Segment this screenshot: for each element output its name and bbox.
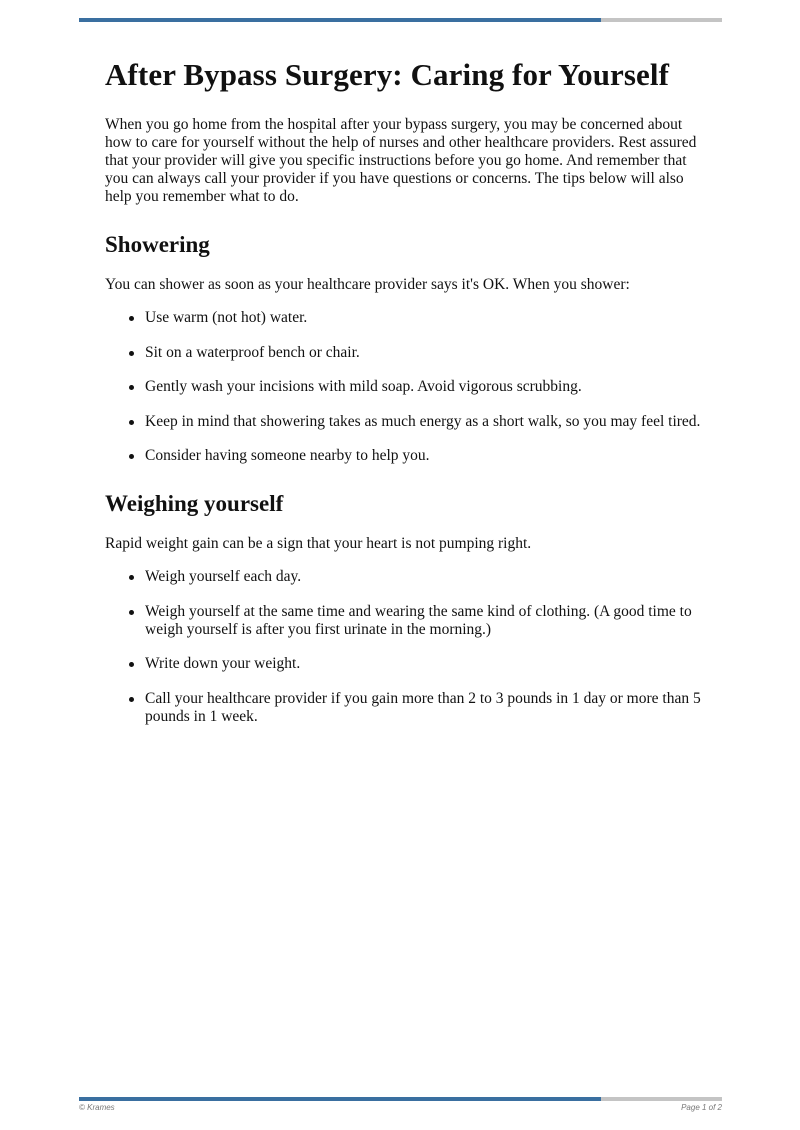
footer-rule [79, 1097, 722, 1101]
section-lead: Rapid weight gain can be a sign that your heart is not pumping right. [105, 535, 532, 552]
list-item: Use warm (not hot) water. [145, 309, 705, 327]
bullet-list [105, 309, 705, 465]
header-rule [79, 18, 722, 22]
list-item: Write down your weight. [145, 655, 705, 673]
list-item: Call your healthcare provider if you gain more than 2 to 3 pounds in 1 day or more than 5 pounds in 1 week. [145, 690, 705, 726]
list-item: Consider having someone nearby to help you. [145, 447, 705, 465]
page-number: Page 1 of 2 [681, 1103, 722, 1112]
header-rule-remainder [601, 18, 722, 22]
bullet-list [105, 568, 705, 726]
list-item: Sit on a waterproof bench or chair. [145, 344, 705, 362]
list-item: Gently wash your incisions with mild soap. Avoid vigorous scrubbing. [145, 378, 705, 396]
list-item: Weigh yourself at the same time and wearing the same kind of clothing. (A good time to weigh yourself is after you first urinate in the morning.) [145, 603, 705, 639]
section-heading: Showering [105, 232, 210, 257]
page-title: After Bypass Surgery: Caring for Yourself [105, 57, 670, 92]
list-item: Weigh yourself each day. [145, 568, 705, 586]
copyright-text: © Krames [79, 1103, 115, 1112]
footer-rule-accent [79, 1097, 601, 1101]
list-item: Keep in mind that showering takes as much energy as a short walk, so you may feel tired. [145, 413, 705, 431]
section-weighing-yourself [105, 490, 705, 726]
intro-paragraph: When you go home from the hospital after your bypass surgery, you may be concerned about how to care for yourself without the help of nurses and other healthcare providers. Rest assured that your provider will give you specific instructions before you go home. And remember that you can always call your provider if you have questions or concerns. The tips below will also help you remember what to do. [105, 116, 697, 205]
footer-rule-remainder [601, 1097, 722, 1101]
section-lead: You can shower as soon as your healthcare provider says it's OK. When you shower: [105, 276, 630, 293]
section-showering [105, 231, 705, 465]
document-body [105, 56, 705, 726]
section-heading: Weighing yourself [105, 491, 284, 516]
header-rule-accent [79, 18, 601, 22]
